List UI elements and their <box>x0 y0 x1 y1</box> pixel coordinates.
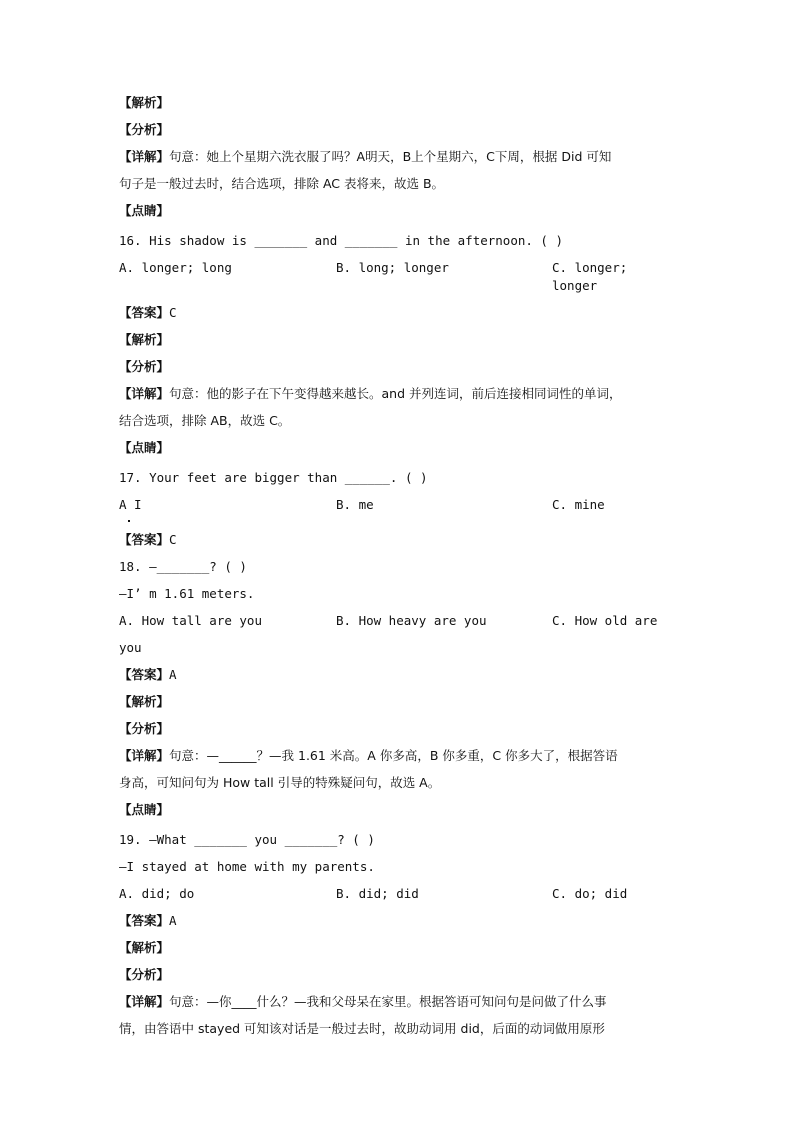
answer-line <box>119 531 679 549</box>
option-a: A. did; do <box>119 886 195 901</box>
q19-options <box>119 885 679 903</box>
option-b: B. me <box>336 497 374 512</box>
question-reply: —I’ m 1.61 meters. <box>119 586 255 601</box>
detail-text-cont: 身高，可知问句为 How tall 引导的特殊疑问句，故选 A。 <box>119 775 441 790</box>
section-label-highlight: 【点睛】 <box>119 802 170 817</box>
detail-line <box>119 993 679 1011</box>
answer-line <box>119 912 679 930</box>
question-17: 17. Your feet are bigger than ______. ( ) <box>119 470 428 485</box>
section-label-analysis: 【解析】 <box>119 95 170 110</box>
answer-line <box>119 304 679 322</box>
option-c-wrap: you <box>119 640 142 655</box>
section-label-detail: 【详解】 <box>119 994 170 1009</box>
detail-line <box>119 747 679 765</box>
option-a: A. How tall are you <box>119 613 262 628</box>
section-label-highlight: 【点睛】 <box>119 203 170 218</box>
detail-text: 句意：她上个星期六洗衣服了吗？A明天，B上个星期六，C下周，根据 Did 可知 <box>169 149 612 164</box>
answer-value: A <box>169 913 177 928</box>
stray-dot <box>128 520 130 522</box>
option-a-cell <box>119 496 336 522</box>
section-label-answer: 【答案】 <box>119 305 170 320</box>
detail-text: 句意：他的影子在下午变得越来越长。and 并列连词，前后连接相同词性的单词， <box>169 386 622 401</box>
section-label-highlight: 【点睛】 <box>119 440 170 455</box>
section-label-breakdown: 【分析】 <box>119 359 170 374</box>
option-c: C. mine <box>552 497 605 512</box>
option-c: C. longer; longer <box>552 260 628 293</box>
section-label-detail: 【详解】 <box>119 149 170 164</box>
detail-text: 句意：—______？—我 1.61 米高。A 你多高，B 你多重，C 你多大了，根据答语 <box>169 748 618 763</box>
section-label-answer: 【答案】 <box>119 532 170 547</box>
option-a: A I <box>119 497 142 512</box>
section-label-detail: 【详解】 <box>119 386 170 401</box>
section-label-breakdown: 【分析】 <box>119 122 170 137</box>
detail-text: 句意：—你____什么？—我和父母呆在家里。根据答语可知问句是问做了什么事 <box>169 994 607 1009</box>
answer-line <box>119 666 679 684</box>
section-label-detail: 【详解】 <box>119 748 170 763</box>
section-label-analysis: 【解析】 <box>119 940 170 955</box>
q18-options <box>119 612 679 630</box>
option-a: A. longer; long <box>119 260 232 275</box>
detail-line <box>119 148 679 166</box>
section-label-answer: 【答案】 <box>119 913 170 928</box>
option-b: B. did; did <box>336 886 419 901</box>
detail-line <box>119 385 679 403</box>
question-reply: —I stayed at home with my parents. <box>119 859 375 874</box>
section-label-analysis: 【解析】 <box>119 332 170 347</box>
answer-value: C <box>169 305 177 320</box>
section-label-breakdown: 【分析】 <box>119 967 170 982</box>
option-b: B. long; longer <box>336 260 449 275</box>
q16-options <box>119 259 679 295</box>
answer-value: A <box>169 667 177 682</box>
detail-text-cont: 结合选项，排除 AB，故选 C。 <box>119 413 291 428</box>
option-c: C. do; did <box>552 886 628 901</box>
answer-value: C <box>169 532 177 547</box>
section-label-breakdown: 【分析】 <box>119 721 170 736</box>
question-18: 18. —_______? ( ) <box>119 559 247 574</box>
option-c: C. How old are <box>552 613 658 628</box>
section-label-analysis: 【解析】 <box>119 694 170 709</box>
detail-text-cont: 情，由答语中 stayed 可知该对话是一般过去时，故助动词用 did，后面的动词做用原形 <box>119 1021 605 1036</box>
question-19: 19. —What _______ you _______? ( ) <box>119 832 375 847</box>
question-16: 16. His shadow is _______ and _______ in the afternoon. ( ) <box>119 233 564 248</box>
option-b: B. How heavy are you <box>336 613 487 628</box>
detail-text-cont: 句子是一般过去时，结合选项，排除 AC 表将来，故选 B。 <box>119 176 445 191</box>
q17-options <box>119 496 679 522</box>
section-label-answer: 【答案】 <box>119 667 170 682</box>
